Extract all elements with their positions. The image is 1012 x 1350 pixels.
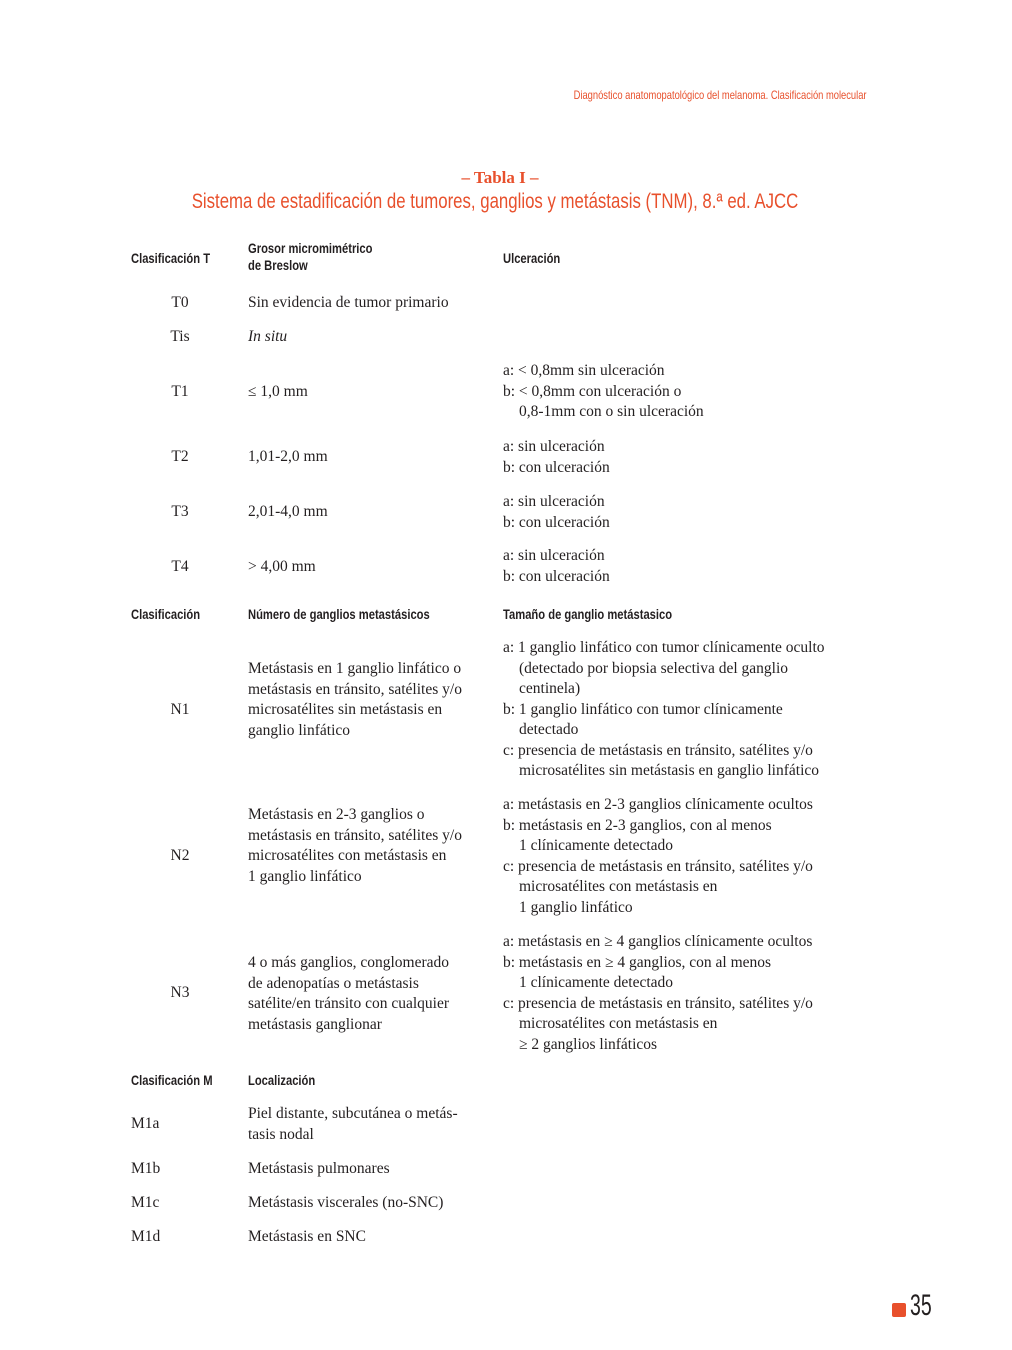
t-row-thickness: > 4,00 mm [248, 558, 316, 575]
m-row-location: Metástasis viscerales (no-SNC) [248, 1194, 444, 1211]
n-header-classification: Clasificación [131, 606, 201, 622]
page-marker-square-icon [892, 1303, 906, 1317]
n-row-code: N2 [170, 847, 190, 864]
m-row-location: Piel distante, subcutánea o metás- tasis nodal [248, 1105, 458, 1143]
t-header-classification: Clasificación T [131, 250, 211, 266]
n-header-number: Número de ganglios metastásicos [248, 606, 430, 622]
t-row-thickness: ≤ 1,0 mm [248, 383, 308, 400]
n-header-size: Tamaño de ganglio metástasico [503, 606, 673, 622]
t-row-thickness: Sin evidencia de tumor primario [248, 294, 449, 311]
t-row-code: T2 [171, 448, 189, 465]
page-number-block [892, 1286, 943, 1326]
t-row-code: T0 [171, 294, 189, 311]
n-row-size: a: metástasis en ≥ 4 ganglios clínicamente ocultos b: metástasis en ≥ 4 ganglios, con al menos 1 clínicamente detectado c: presencia de metástasis en tránsito, satélites y/o microsatélites con metástasis en ≥ 2 ganglios linfáticos [503, 933, 813, 1053]
page-number: 35 [910, 1289, 932, 1322]
t-row-ulceration: a: sin ulceración b: con ulceración [503, 493, 610, 531]
m-row-code: M1c [131, 1194, 160, 1211]
n-row-size: a: 1 ganglio linfático con tumor clínicamente oculto (detectado por biopsia selectiva del ganglio centinela) b: 1 ganglio linfático con tumor clínicamente detectado c: presencia de metástasis en tránsito, satélites y/o microsatélites sin metástasis en ganglio linfático [503, 639, 825, 779]
t-row-ulceration: a: < 0,8mm sin ulceración b: < 0,8mm con ulceración o 0,8-1mm con o sin ulceración [503, 362, 704, 420]
n-row-size: a: metástasis en 2-3 ganglios clínicamente ocultos b: metástasis en 2-3 ganglios, con al menos 1 clínicamente detectado c: presencia de metástasis en tránsito, satélites y/o microsatélites con metástasis en 1 ganglio linfático [503, 796, 813, 916]
n-row-code: N1 [170, 701, 190, 718]
t-header-thickness: Grosor micromimétrico de Breslow [248, 240, 373, 273]
t-row-code: T3 [171, 503, 189, 520]
t-row-ulceration: a: sin ulceración b: con ulceración [503, 547, 610, 585]
n-row-number: 4 o más ganglios, conglomerado de adenopatías o metástasis satélite/en tránsito con cualquier metástasis ganglionar [248, 954, 450, 1033]
table-label: – Tabla I – [461, 168, 539, 187]
m-row-location: Metástasis en SNC [248, 1228, 366, 1245]
n-row-number: Metástasis en 2-3 ganglios o metástasis en tránsito, satélites y/o microsatélites con metástasis en 1 ganglio linfático [248, 806, 462, 885]
m-row-code: M1b [131, 1160, 161, 1177]
t-row-code: T1 [171, 383, 189, 400]
m-row-code: M1a [131, 1115, 160, 1132]
n-row-number: Metástasis en 1 ganglio linfático o metástasis en tránsito, satélites y/o microsatélites sin metástasis en ganglio linfático [248, 660, 462, 739]
t-row-thickness: 2,01-4,0 mm [248, 503, 328, 520]
t-row-ulceration: a: sin ulceración b: con ulceración [503, 438, 610, 476]
running-header: Diagnóstico anatomopatológico del melanoma. Clasificación molecular [574, 88, 867, 102]
t-row-thickness: 1,01-2,0 mm [248, 448, 328, 465]
m-row-code: M1d [131, 1228, 161, 1245]
n-row-code: N3 [170, 984, 190, 1001]
m-header-classification: Clasificación M [131, 1072, 213, 1088]
m-header-location: Localización [248, 1072, 316, 1088]
m-row-location: Metástasis pulmonares [248, 1160, 390, 1177]
t-row-thickness: In situ [248, 328, 288, 345]
t-row-code: T4 [171, 558, 189, 575]
table-title: Sistema de estadificación de tumores, ganglios y metástasis (TNM), 8.ª ed. AJCC [191, 190, 799, 213]
t-row-code: Tis [170, 328, 190, 345]
t-header-ulceration: Ulceración [503, 250, 561, 266]
